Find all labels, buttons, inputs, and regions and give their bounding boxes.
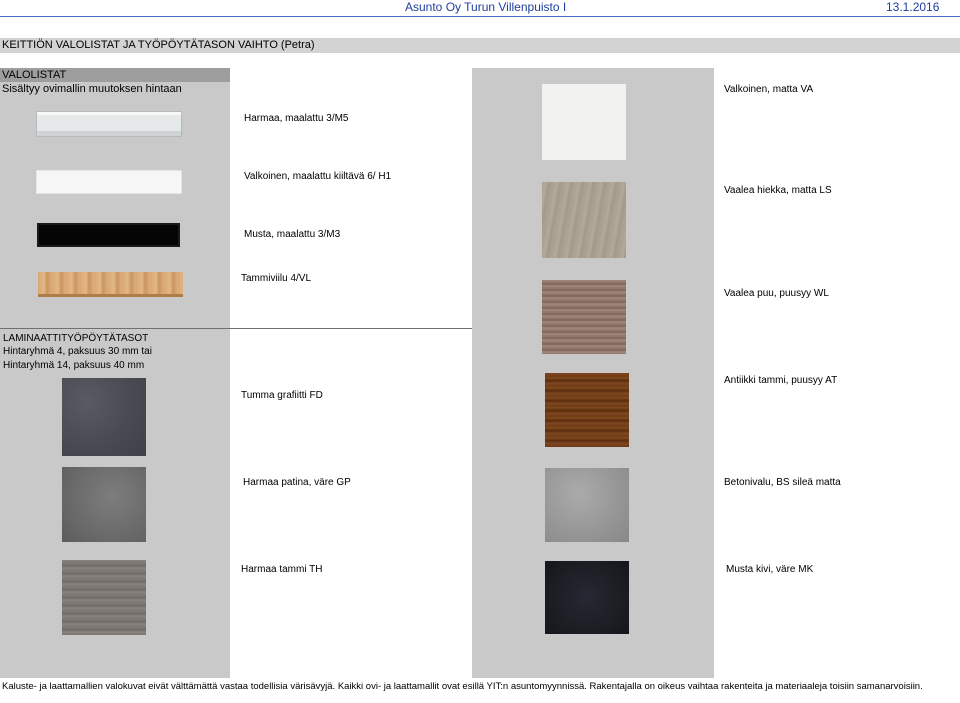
swatch-musta-kivi-mk bbox=[545, 561, 629, 634]
page-title-bar bbox=[0, 38, 960, 53]
swatch-harmaa-tammi-th bbox=[62, 560, 146, 635]
right-label-wl: Vaalea puu, puusyy WL bbox=[724, 288, 829, 299]
swatch-tumma-grafiitti-fd bbox=[62, 378, 146, 456]
valolistat-heading: VALOLISTAT bbox=[2, 69, 67, 81]
right-label-mk: Musta kivi, väre MK bbox=[726, 564, 814, 575]
valolistat-heading-bar bbox=[0, 68, 230, 82]
laminate-label-gp: Harmaa patina, väre GP bbox=[243, 477, 351, 488]
section-divider bbox=[0, 328, 472, 329]
laminaatti-line-2: Hintaryhmä 14, paksuus 40 mm bbox=[3, 360, 145, 371]
valolista-label-3: Musta, maalattu 3/M3 bbox=[244, 229, 341, 240]
swatch-tammiviilu-vl bbox=[38, 272, 183, 297]
swatch-antiikki-tammi-at bbox=[545, 373, 629, 447]
swatch-musta-m3 bbox=[37, 223, 180, 247]
valolista-label-1: Harmaa, maalattu 3/M5 bbox=[244, 113, 349, 124]
valolista-label-4: Tammiviilu 4/VL bbox=[241, 273, 312, 284]
laminate-label-th: Harmaa tammi TH bbox=[241, 564, 323, 575]
swatch-harmaa-patina-gp bbox=[62, 467, 146, 542]
laminate-label-fd: Tumma grafiitti FD bbox=[241, 390, 323, 401]
page-title: KEITTIÖN VALOLISTAT JA TYÖPÖYTÄTASON VAIHTO (Petra) bbox=[2, 39, 315, 51]
laminaatti-line-1: Hintaryhmä 4, paksuus 30 mm tai bbox=[3, 346, 152, 357]
swatch-valkoinen-matta-va bbox=[542, 84, 626, 160]
swatch-vaalea-puu-wl bbox=[542, 280, 626, 354]
valolista-label-2: Valkoinen, maalattu kiiltävä 6/ H1 bbox=[244, 171, 392, 182]
right-label-ls: Vaalea hiekka, matta LS bbox=[724, 185, 832, 196]
header-divider bbox=[0, 16, 960, 17]
company-name: Asunto Oy Turun Villenpuisto I bbox=[405, 0, 567, 14]
valolistat-subheading: Sisältyy ovimallin muutoksen hintaan bbox=[2, 83, 182, 95]
document-date: 13.1.2016 bbox=[886, 0, 940, 14]
right-label-bs: Betonivalu, BS sileä matta bbox=[724, 477, 841, 488]
swatch-betonivalu-bs bbox=[545, 468, 629, 542]
swatch-vaalea-hiekka-ls bbox=[542, 182, 626, 258]
footer-disclaimer: Kaluste- ja laattamallien valokuvat eivät välttämättä vastaa todellisia värisävyjä. Kaikki ovi- ja laattamallit ovat esillä YIT:n asuntomyynnissä. Rakentajalla on oikeus vaihtaa rakenteita ja materiaaleja toisiin samanarvoisiin. bbox=[2, 681, 923, 692]
swatch-harmaa-m5 bbox=[36, 111, 182, 137]
right-label-va: Valkoinen, matta VA bbox=[724, 84, 814, 95]
right-label-at: Antiikki tammi, puusyy AT bbox=[724, 375, 838, 386]
swatch-valkoinen-h1 bbox=[36, 170, 182, 194]
laminaatti-heading: LAMINAATTITYÖPÖYTÄTASOT bbox=[3, 333, 149, 344]
